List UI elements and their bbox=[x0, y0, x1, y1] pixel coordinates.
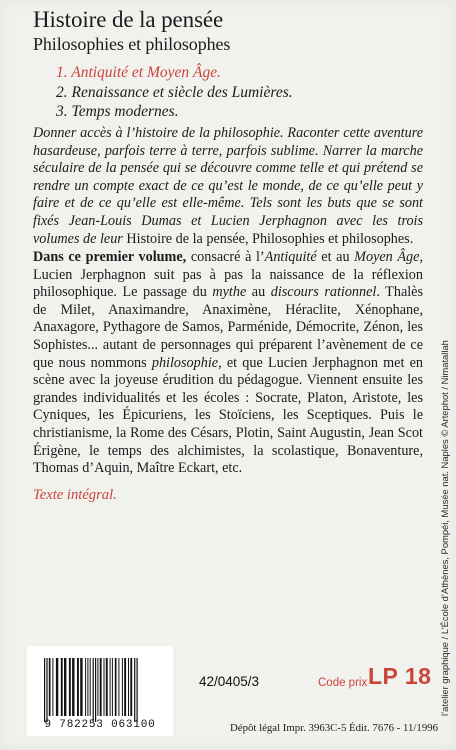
price-code-label: Code prix bbox=[318, 677, 368, 689]
series-subtitle: Philosophies et philosophes bbox=[33, 34, 231, 54]
integral-note: Texte intégral. bbox=[33, 487, 117, 503]
barcode bbox=[27, 646, 173, 736]
volume-item-3: 3. Temps modernes. bbox=[56, 103, 179, 120]
description-emphasis: mythe bbox=[212, 284, 247, 301]
description-lead: Dans ce premier volume, bbox=[33, 249, 187, 265]
price-code-value: LP 18 bbox=[368, 663, 432, 689]
description-text: consacré à l’ bbox=[186, 249, 265, 265]
description-emphasis: Moyen Âge bbox=[354, 249, 420, 265]
series-title: Histoire de la pensée bbox=[33, 7, 224, 32]
description-emphasis: philosophie bbox=[151, 354, 219, 371]
legal-deposit: Dépôt légal Impr. 3963C-5 Édit. 7676 - 11/1996 bbox=[230, 722, 439, 734]
description-text: au bbox=[246, 284, 271, 301]
volume-item-2: 2. Renaissance et siècle des Lumières. bbox=[56, 83, 293, 101]
description-emphasis: Antiquité bbox=[264, 249, 317, 265]
description-text: , Lucien Jerphagnon suit pas à pas la naissance de la réflexion philosophique. Le passage du bbox=[33, 249, 423, 301]
image-credit: l’atelier graphique / L’École d’Athènes, Pompéi, Musée nat. Naples © Artephot / Nimatallah bbox=[439, 340, 450, 716]
description-emphasis: discours rationnel bbox=[270, 284, 377, 301]
description-text: , et que Lucien Jerphagnon met en scène avec la joyeuse érudition du pédagogue. Viennent ensuite les grandes individualités et les écoles : Socrate, Platon, Aristote, les Cyniques, les Épicuriens, les Stoïciens, les Sceptiques. Puis le christianisme, la Rome des Césars, Plotin, Saint Augustin, Jean Scot Érigène, le temps des alchimistes, la scolastique, Bonaventure, Thomas d’Aquin, Maître Eckart, etc. bbox=[33, 354, 423, 477]
description-text: et au bbox=[316, 249, 355, 265]
catalog-reference: 42/0405/3 bbox=[199, 674, 260, 689]
intro-italic-text: Donner accès à l’histoire de la philosophie. Raconter cette aventure hasardeuse, parfois terre à terre, parfois sublime. Narrer la marche séculaire de la pensée qui se découvre comme telle et qui prétend se rendre un compte exact de ce qu’est le monde, de ce qu’elle peut y faire et de ce qu’elle est elle-même. Tels sont les buts que se sont fixés Jean-Louis Dumas et Lucien Jerphagnon avec les trois volumes de leur bbox=[33, 125, 423, 247]
volume-item-1: 1. Antiquité et Moyen Âge. bbox=[56, 64, 221, 81]
intro-book-title: Histoire de la pensée, Philosophies et philosophes. bbox=[126, 230, 414, 247]
barcode-bars bbox=[42, 658, 168, 722]
volume-list bbox=[56, 63, 293, 122]
intro-paragraph bbox=[33, 125, 423, 248]
barcode-number: 9 782253 063100 bbox=[44, 719, 156, 731]
description-paragraph bbox=[33, 249, 423, 478]
description-text: . Thalès de Milet, Anaximandre, Anaximène, Héraclite, Xénophane, Anaxagore, Pythagore de Samos, Parménide, Démocrite, Zénon, les Sophistes... autant de personnages qui préparent l’avènement de ce que nous nommons bbox=[33, 284, 424, 371]
